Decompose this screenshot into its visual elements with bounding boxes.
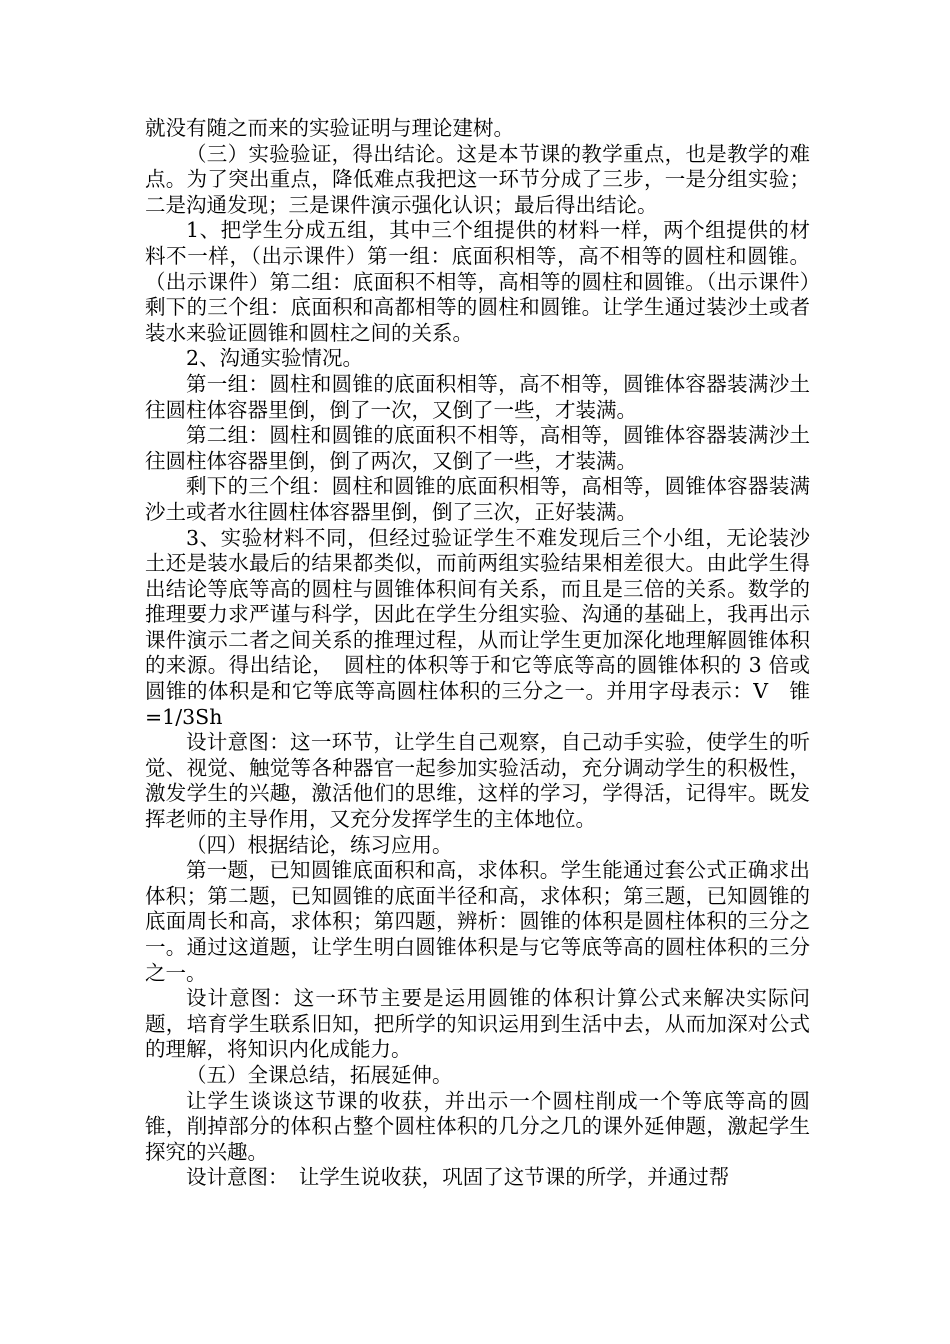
paragraph-summary: 让学生谈谈这节课的收获，并出示一个圆柱削成一个等底等高的圆锥，削掉部分的体积占整个圆柱体积的几分之几的课外延伸题，激起学生探究的兴趣。 [145, 1088, 810, 1164]
paragraph-exercises: 第一题，已知圆锥底面积和高，求体积。学生能通过套公式正确求出体积；第二题，已知圆锥的底面半径和高，求体积；第三题，已知圆锥的底面周长和高，求体积；第四题，辨析：圆锥的体积是圆柱体积的三分之一。通过这道题，让学生明白圆锥体积是与它等底等高的圆柱体积的三分之一。 [145, 858, 810, 985]
paragraph-section-five: （五）全课总结，拓展延伸。 [186, 1062, 453, 1087]
paragraph-group-one: 第一组：圆柱和圆锥的底面积相等，高不相等，圆锥体容器装满沙土往圆柱体容器里倒，倒了一次，又倒了一些，才装满。 [145, 371, 810, 422]
paragraph-remaining-groups: 剩下的三个组：圆柱和圆锥的底面积相等，高相等，圆锥体容器装满沙土或者水往圆柱体容器里倒，倒了三次，正好装满。 [145, 474, 810, 524]
paragraph-design-intent-2: 设计意图：这一环节主要是运用圆锥的体积计算公式来解决实际问题，培育学生联系旧知，把所学的知识运用到生活中去，从而加深对公式的理解，将知识内化成能力。 [145, 986, 810, 1062]
paragraph-step-one: 1、把学生分成五组，其中三个组提供的材料一样，两个组提供的材料不一样，（出示课件）第一组：底面积相等，高不相等的圆柱和圆锥。（出示课件）第二组：底面积不相等，高相等的圆柱和圆锥。（出示课件）剩下的三个组：底面积和高都相等的圆柱和圆锥。让学生通过装沙土或者装水来验证圆锥和圆柱之间的关系。 [145, 218, 810, 345]
paragraph-step-two: 2、沟通实验情况。 [186, 346, 364, 371]
paragraph-continuation: 就没有随之而来的实验证明与理论建树。 [145, 116, 514, 140]
paragraph-section-three: （三）实验验证，得出结论。这是本节课的教学重点，也是教学的难点。为了突出重点，降低难点我把这一环节分成了三步，一是分组实验；二是沟通发现；三是课件演示强化认识；最后得出结论。 [145, 141, 810, 217]
paragraph-design-intent-1: 设计意图：这一环节，让学生自己观察，自己动手实验，使学生的听觉、视觉、触觉等各种器官一起参加实验活动，充分调动学生的积极性，激发学生的兴趣，激活他们的思维，这样的学习，学得活，记得牢。既发挥老师的主导作用，又充分发挥学生的主体地位。 [145, 730, 810, 832]
paragraph-step-three: 3、实验材料不同，但经过验证学生不难发现后三个小组，无论装沙土还是装水最后的结果都类似，而前两组实验结果相差很大。由此学生得出结论等底等高的圆柱与圆锥体积间有关系，而且是三倍的关系。数学的推理要力求严谨与科学，因此在学生分组实验、沟通的基础上，我再出示课件演示二者之间关系的推理过程，从而让学生更加深化地理解圆锥体积的来源。得出结论， 圆柱的体积等于和它等底等高的圆锥体积的 3 倍或圆锥的体积是和它等底等高圆柱体积的三分之一。并用字母表示：V 锥=1/3Sh [145, 525, 810, 729]
paragraph-section-four: （四）根据结论，练习应用。 [186, 832, 453, 857]
paragraph-design-intent-3: 设计意图： 让学生说收获，巩固了这节课的所学，并通过帮 [186, 1165, 730, 1190]
paragraph-group-two: 第二组：圆柱和圆锥的底面积不相等，高相等，圆锥体容器装满沙土往圆柱体容器里倒，倒了两次，又倒了一些，才装满。 [145, 423, 810, 473]
document-body [145, 116, 810, 1191]
